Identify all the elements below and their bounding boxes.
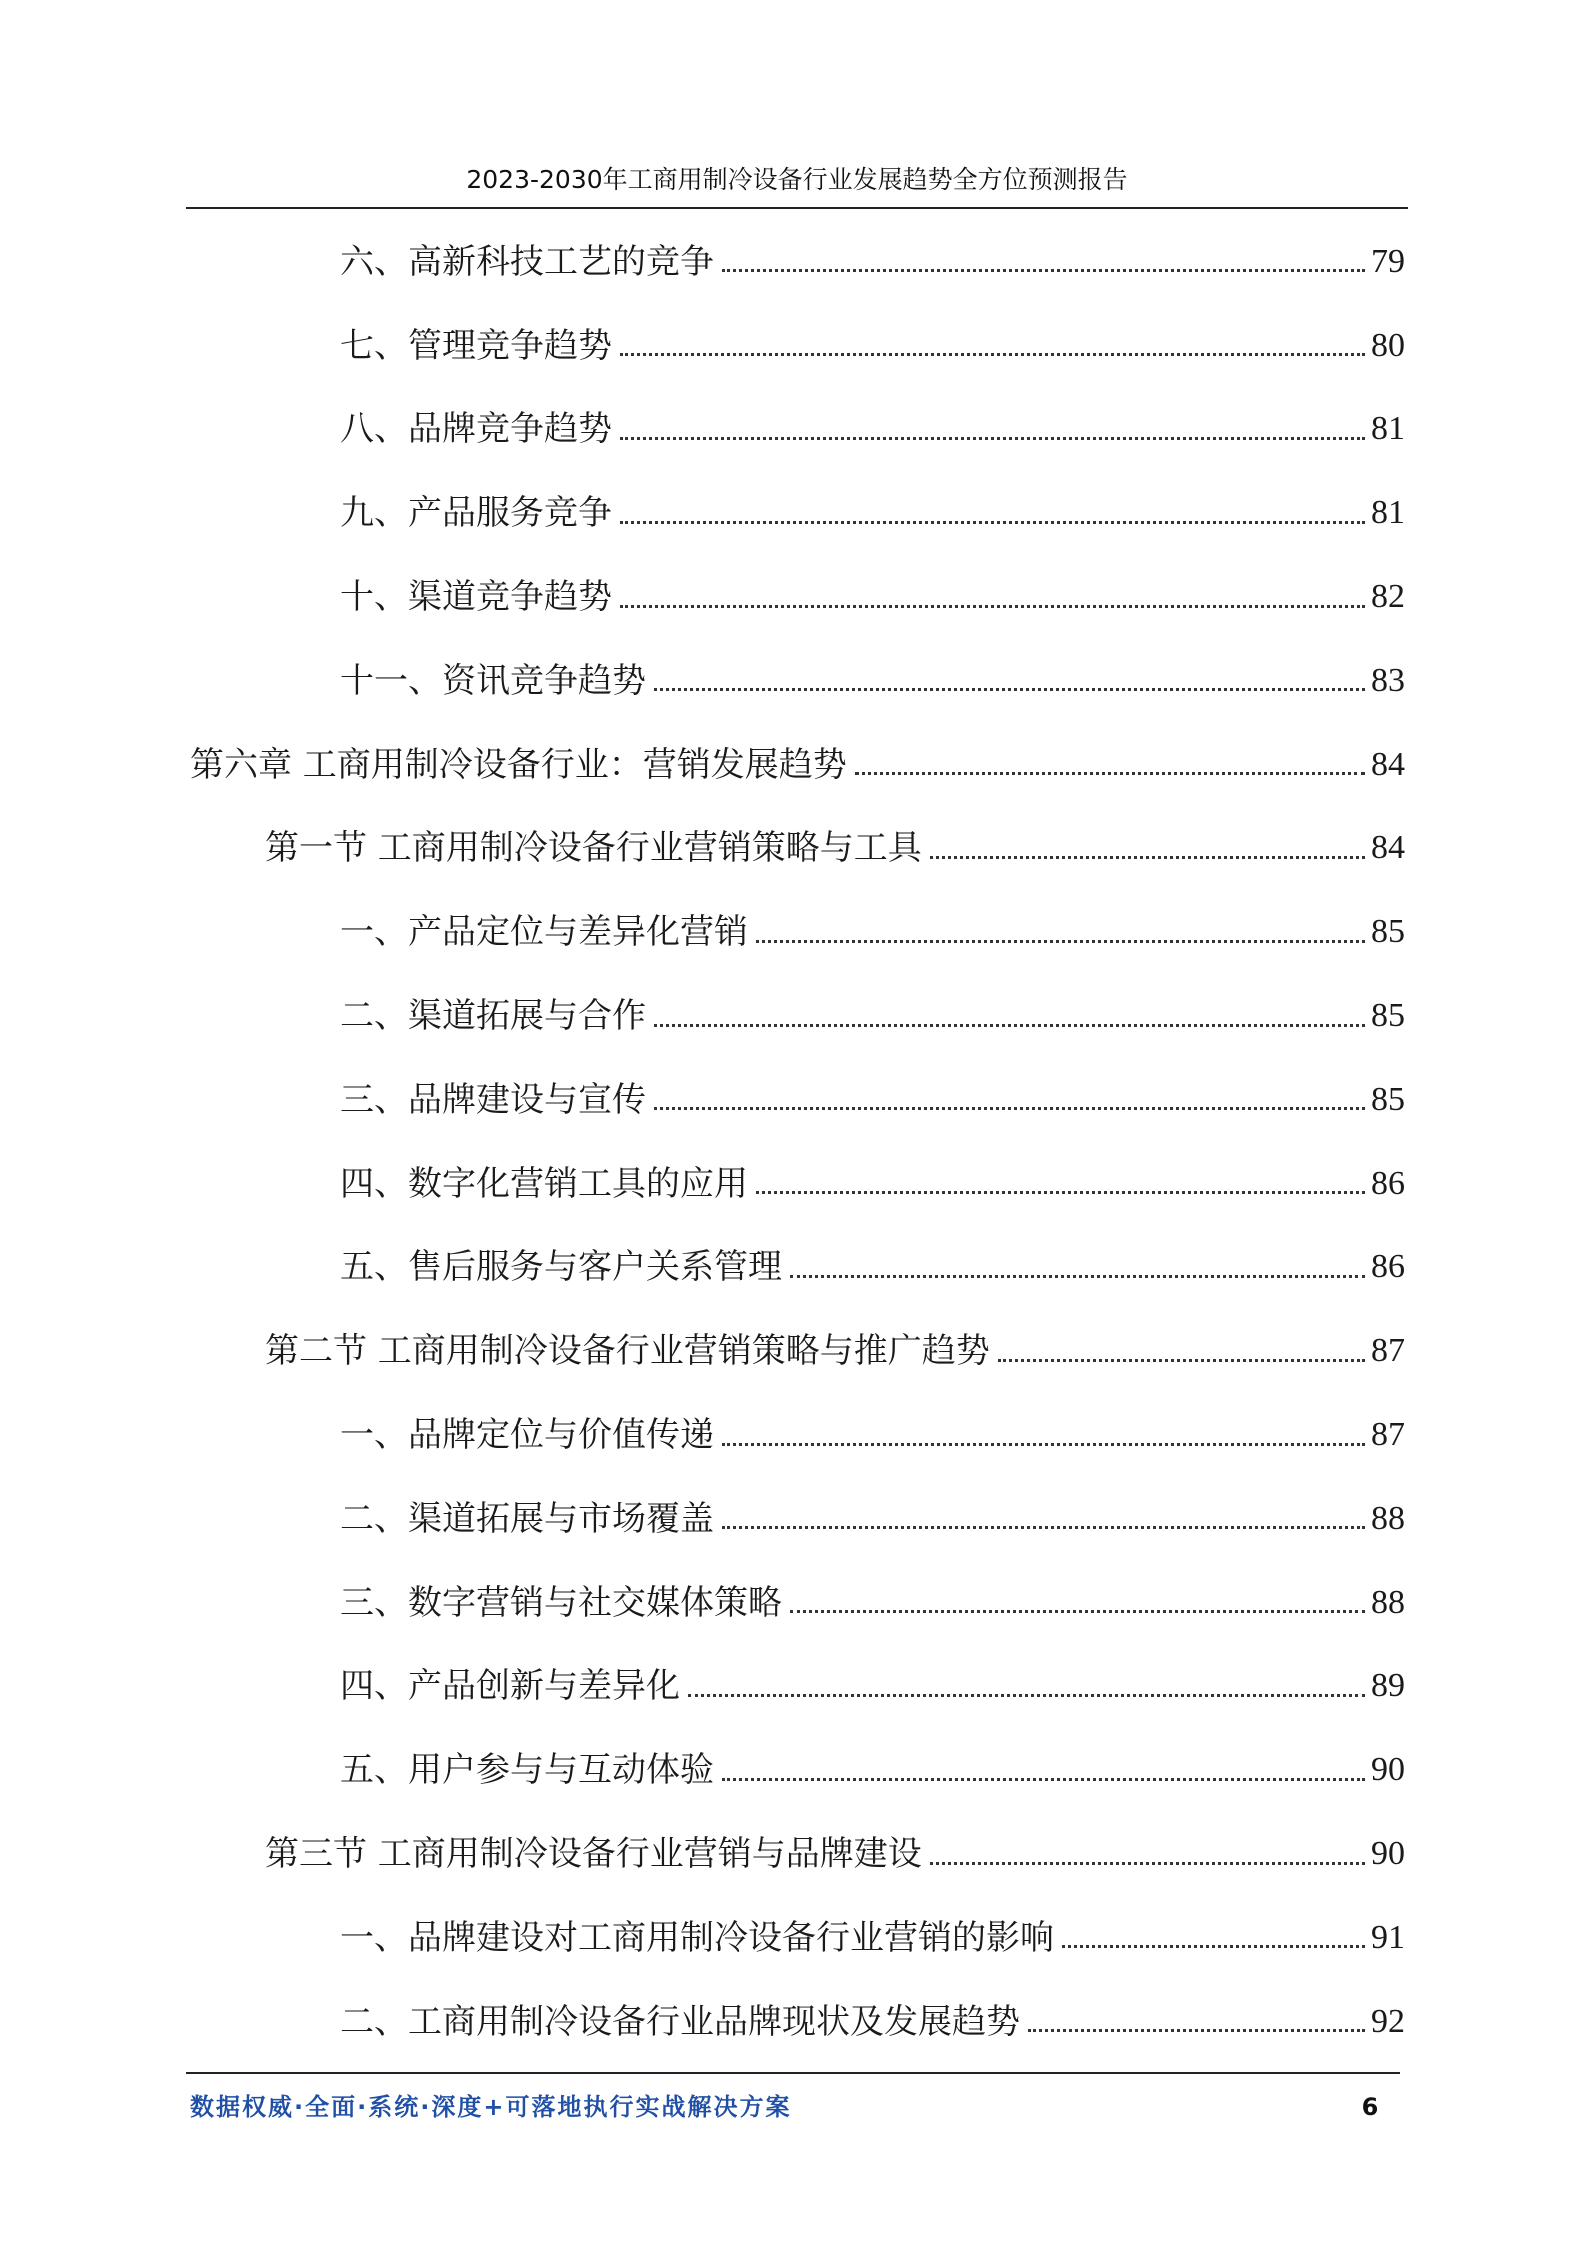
toc-page-number: 87: [1371, 1416, 1405, 1454]
toc-entry[interactable]: [0, 1561, 1586, 1645]
toc-page-number: 83: [1371, 661, 1405, 699]
toc-dot-leader: [855, 772, 1365, 775]
toc-entry[interactable]: [0, 1477, 1586, 1561]
toc-page-number: 79: [1371, 242, 1405, 280]
toc-entry-title: 二、渠道拓展与市场覆盖: [340, 1498, 714, 1539]
toc-entry[interactable]: [0, 1309, 1586, 1393]
toc-dot-leader: [1028, 2029, 1365, 2032]
toc-entry-title: 六、高新科技工艺的竞争: [340, 241, 714, 282]
toc-entry[interactable]: [0, 1142, 1586, 1226]
toc-entry[interactable]: [0, 639, 1586, 723]
toc-entry[interactable]: [0, 1645, 1586, 1729]
toc-dot-leader: [722, 269, 1365, 272]
toc-entry-title: 十、渠道竞争趋势: [340, 577, 612, 618]
toc-entry-title: 四、数字化营销工具的应用: [340, 1163, 748, 1204]
toc-page-number: 92: [1371, 2002, 1405, 2040]
toc-dot-leader: [620, 605, 1365, 608]
toc-entry[interactable]: [0, 1728, 1586, 1812]
toc-entry-title: 四、产品创新与差异化: [340, 1666, 680, 1707]
toc-entry-title: 一、产品定位与差异化营销: [340, 912, 748, 953]
toc-page-number: 86: [1371, 1248, 1405, 1286]
toc-entry-title: 五、售后服务与客户关系管理: [340, 1247, 782, 1288]
toc-entry-title: 一、品牌建设对工商用制冷设备行业营销的影响: [340, 1917, 1054, 1958]
toc-entry-title: 二、渠道拓展与合作: [340, 996, 646, 1037]
toc-page-number: 90: [1371, 1835, 1405, 1873]
toc-entry[interactable]: [0, 1896, 1586, 1980]
toc-entry-title: 三、品牌建设与宣传: [340, 1079, 646, 1120]
toc-page-number: 90: [1371, 1751, 1405, 1789]
toc-page-number: 81: [1371, 494, 1405, 532]
toc-page-number: 85: [1371, 997, 1405, 1035]
toc-entry-title: 七、管理竞争趋势: [340, 325, 612, 366]
toc-page-number: 88: [1371, 1499, 1405, 1537]
footer-divider: [186, 2072, 1400, 2074]
toc-dot-leader: [930, 856, 1365, 859]
toc-dot-leader: [722, 1526, 1365, 1529]
toc-entry[interactable]: [0, 220, 1586, 304]
toc-dot-leader: [654, 1107, 1365, 1110]
toc-entry[interactable]: [0, 1058, 1586, 1142]
toc-entry-title: 八、品牌竞争趋势: [340, 409, 612, 450]
toc-entry-title: 三、数字营销与社交媒体策略: [340, 1582, 782, 1623]
footer-page-number: 6: [1361, 2093, 1379, 2121]
toc-dot-leader: [620, 521, 1365, 524]
toc-page-number: 80: [1371, 326, 1405, 364]
toc-entry[interactable]: [0, 1980, 1586, 2064]
toc-entry[interactable]: [0, 471, 1586, 555]
toc-dot-leader: [756, 1191, 1365, 1194]
toc-page-number: 81: [1371, 410, 1405, 448]
toc-dot-leader: [722, 1778, 1365, 1781]
toc-dot-leader: [790, 1610, 1365, 1613]
toc-dot-leader: [620, 437, 1365, 440]
toc-entry-title: 第三节 工商用制冷设备行业营销与品牌建设: [265, 1834, 922, 1875]
toc-dot-leader: [1062, 1945, 1365, 1948]
toc-entry[interactable]: [0, 555, 1586, 639]
toc-page-number: 82: [1371, 578, 1405, 616]
toc-page-number: 84: [1371, 829, 1405, 867]
toc-page-number: 85: [1371, 1080, 1405, 1118]
toc-entry-title: 二、工商用制冷设备行业品牌现状及发展趋势: [340, 2001, 1020, 2042]
toc-dot-leader: [620, 353, 1365, 356]
toc-entry[interactable]: [0, 304, 1586, 388]
toc-dot-leader: [998, 1359, 1365, 1362]
toc-page-number: 89: [1371, 1667, 1405, 1705]
toc-entry[interactable]: [0, 388, 1586, 472]
toc-entry-title: 一、品牌定位与价值传递: [340, 1415, 714, 1456]
toc-entry[interactable]: [0, 974, 1586, 1058]
toc-entry[interactable]: [0, 1393, 1586, 1477]
toc-entry[interactable]: [0, 890, 1586, 974]
header-divider: [186, 207, 1408, 209]
toc-page-number: 86: [1371, 1164, 1405, 1202]
toc-page-number: 87: [1371, 1332, 1405, 1370]
toc-page-number: 88: [1371, 1583, 1405, 1621]
toc-page-number: 84: [1371, 745, 1405, 783]
toc-dot-leader: [722, 1443, 1365, 1446]
toc-entry[interactable]: [0, 723, 1586, 807]
page-header-title: 2023-2030年工商用制冷设备行业发展趋势全方位预测报告: [466, 165, 1128, 194]
toc-entry[interactable]: [0, 807, 1586, 891]
toc-entry[interactable]: [0, 1226, 1586, 1310]
toc-entry-title: 九、产品服务竞争: [340, 493, 612, 534]
toc-entry-title: 第二节 工商用制冷设备行业营销策略与推广趋势: [265, 1331, 990, 1372]
toc-dot-leader: [930, 1862, 1365, 1865]
toc-dot-leader: [756, 940, 1365, 943]
toc-entry-title: 五、用户参与与互动体验: [340, 1750, 714, 1791]
toc-entry-title: 第一节 工商用制冷设备行业营销策略与工具: [265, 828, 922, 869]
toc-dot-leader: [790, 1275, 1365, 1278]
toc-entry[interactable]: [0, 1812, 1586, 1896]
footer-slogan: 数据权威·全面·系统·深度+可落地执行实战解决方案: [190, 2093, 792, 2121]
toc-entry-title: 十一、资讯竞争趋势: [340, 660, 646, 701]
table-of-contents: [0, 220, 1586, 2064]
toc-dot-leader: [654, 1024, 1365, 1027]
toc-entry-title: 第六章 工商用制冷设备行业：营销发展趋势: [190, 744, 847, 785]
toc-dot-leader: [688, 1694, 1365, 1697]
toc-dot-leader: [654, 688, 1365, 691]
toc-page-number: 85: [1371, 913, 1405, 951]
toc-page-number: 91: [1371, 1918, 1405, 1956]
